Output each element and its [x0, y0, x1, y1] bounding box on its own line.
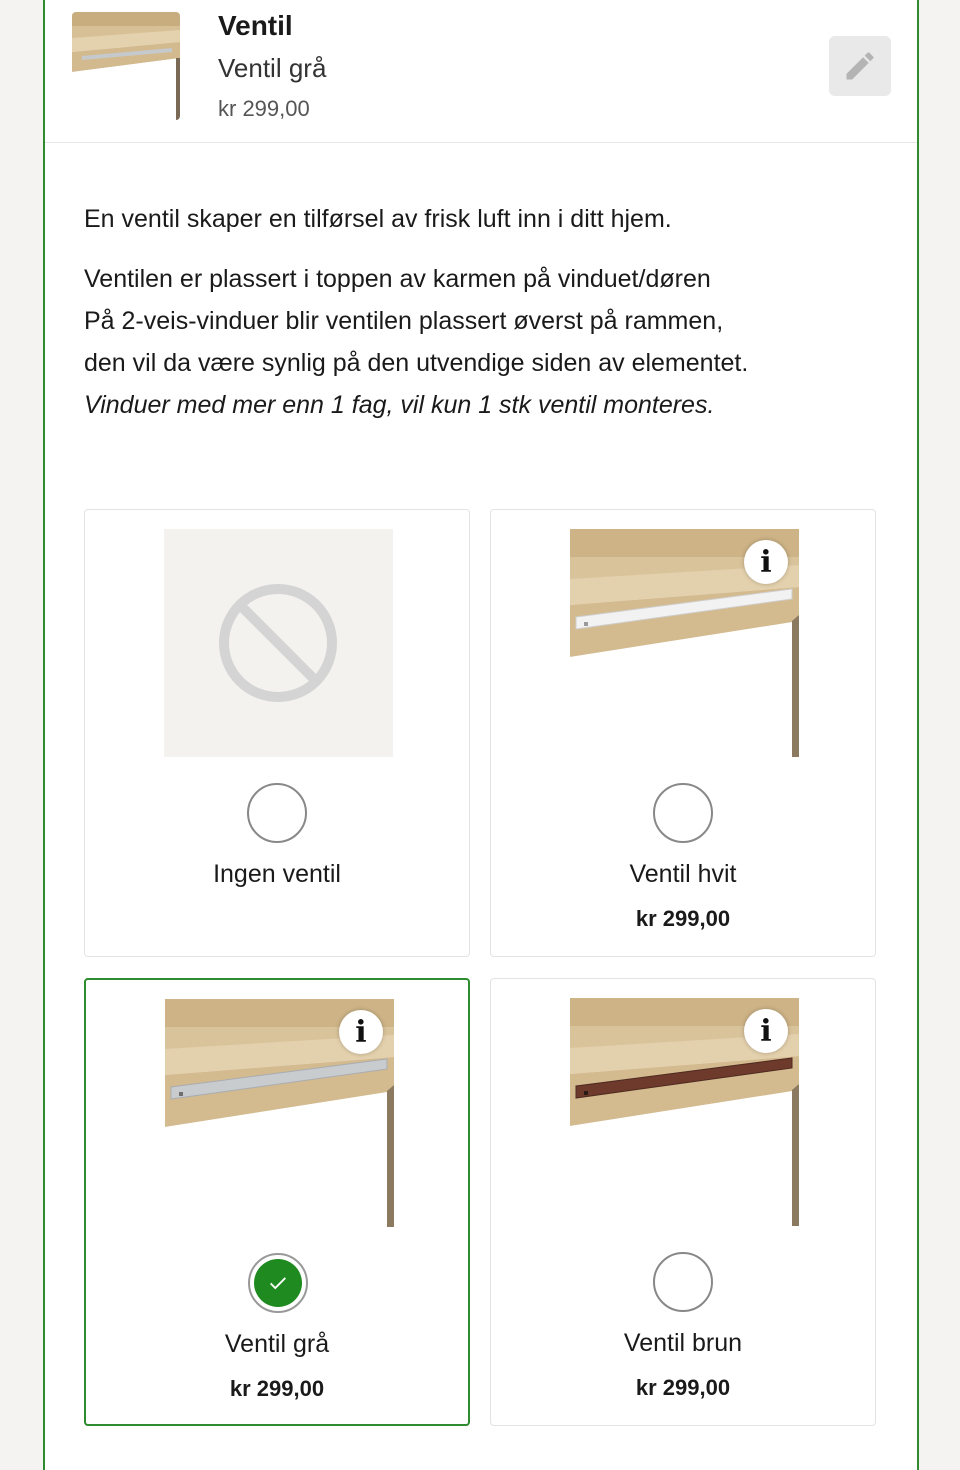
selected-product-header	[45, 0, 917, 143]
description-line: På 2-veis-vinduer blir ventilen plassert øverst på rammen,	[84, 307, 724, 335]
pencil-icon	[842, 48, 878, 84]
option-price: kr 299,00	[635, 906, 731, 931]
option-card-ventil-gra[interactable]	[84, 978, 470, 1426]
product-variant: Ventil grå	[218, 53, 327, 83]
description-note: Vinduer med mer enn 1 fag, vil kun 1 stk ventil monteres.	[84, 391, 715, 419]
option-price: kr 299,00	[635, 1375, 731, 1400]
option-radio[interactable]	[653, 783, 713, 843]
vent-config-panel	[43, 0, 919, 1470]
option-card-ingen-ventil[interactable]	[84, 509, 470, 957]
info-icon[interactable]: i	[339, 1010, 383, 1054]
description-line: Ventilen er plassert i toppen av karmen på vinduet/døren	[84, 265, 711, 293]
option-label: Ingen ventil	[213, 860, 341, 888]
option-radio[interactable]	[653, 1252, 713, 1312]
product-thumbnail	[72, 12, 180, 120]
description-intro: En ventil skaper en tilførsel av frisk luft inn i ditt hjem.	[84, 205, 672, 233]
description-line: den vil da være synlig på den utvendige siden av elementet.	[84, 349, 749, 377]
info-icon[interactable]: i	[744, 540, 788, 584]
product-title: Ventil	[218, 10, 293, 41]
vent-description	[84, 198, 884, 426]
option-card-ventil-hvit[interactable]	[490, 509, 876, 957]
option-radio[interactable]	[247, 783, 307, 843]
checkmark-icon	[254, 1259, 302, 1307]
option-image	[164, 529, 393, 757]
edit-button[interactable]	[829, 36, 891, 96]
product-price: kr 299,00	[218, 96, 310, 121]
option-price: kr 299,00	[229, 1376, 325, 1401]
info-icon[interactable]: i	[744, 1009, 788, 1053]
option-label: Ventil hvit	[629, 860, 737, 888]
option-label: Ventil grå	[224, 1330, 330, 1358]
option-radio-selected[interactable]	[248, 1253, 308, 1313]
option-card-ventil-brun[interactable]	[490, 978, 876, 1426]
option-label: Ventil brun	[623, 1329, 743, 1357]
